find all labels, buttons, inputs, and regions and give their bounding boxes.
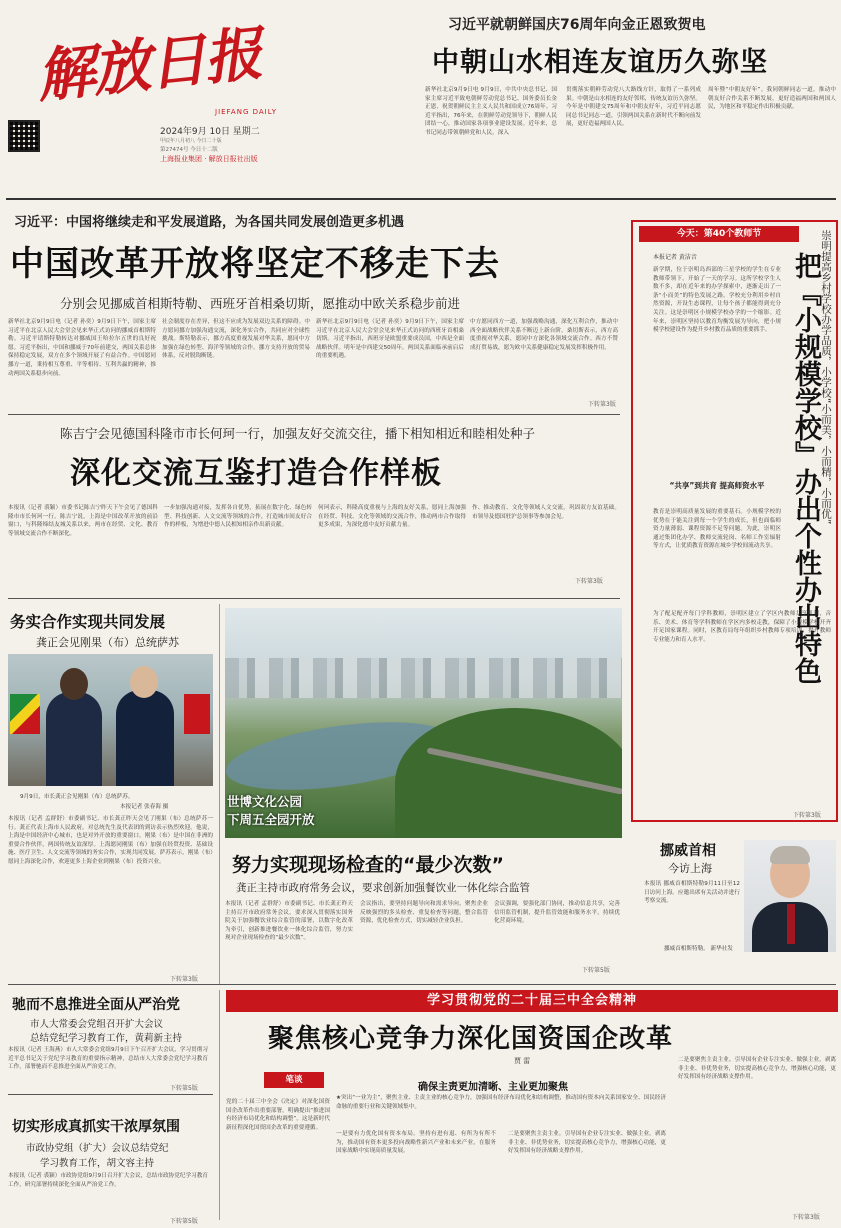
publisher: 上海报业集团 · 解放日报社出版	[160, 155, 258, 163]
plenum-col2: 一是要有力优化国有资本布局。坚持有进有退、有所为有所不为，推动国有资本更多投向战略性新兴产业和未来产业，在服务国家战略中实现高质量发展。	[336, 1131, 496, 1155]
issue-date: 2024年9月 10日 星期二	[160, 127, 260, 137]
teachers-day-subtitle: “共享”到共育 提高师资水平	[669, 481, 765, 490]
park-caption-line2: 下周五全园开放	[227, 812, 315, 827]
cooperation-col2: 一步加强沟通对接，发挥各自优势，拓展在数字化、绿色转型、科技创新、人文交流等领域的合作，打造城市间友好合作的样板，为增进中德人民相知相亲作出新贡献。	[164, 505, 312, 529]
teachers-day-box	[631, 220, 838, 822]
cooperation-continue: 下转第3版	[575, 578, 603, 585]
teachers-day-kicker: 崇明提高乡村学校办学品质，小学校“小而美，小而精，小而优”	[820, 230, 832, 525]
top-story-col2: 贯彻落实朝鲜劳动党八大路线方针，取得了一系列成果。中朝是山水相连的友好邻邦，传统友谊历久弥坚。今年是中朝建交75周年和中朝友好年，习近平同志愿同总书记同志一道，引领两国关系在新时代不断向前发展，更好造福两国人民。	[566, 87, 701, 128]
formalism-headline: 切实形成真抓实干浓厚氛围	[12, 1119, 180, 1135]
top-story-headline: 中朝山水相连友谊历久弥坚	[432, 47, 768, 78]
inspection-col3: 会议强调，要强化部门协同，推动信息共享，完善信用监管机制，提升监管效能和服务水平，持续优化营商环境。	[494, 901, 620, 925]
divider	[8, 1094, 213, 1095]
lead-subhead: 分别会见挪威首相斯特勒、西班牙首相桑切斯，愿推动中欧关系稳步前进	[60, 296, 461, 311]
formalism-continue: 下转第5版	[170, 1218, 198, 1225]
plenum-banner: 学习贯彻党的二十届三中全会精神	[226, 990, 838, 1012]
flag-left	[10, 694, 40, 734]
congo-continue: 下转第3版	[170, 976, 198, 983]
plenum-comment-tag: 笔谈	[264, 1072, 324, 1088]
anticorruption-body: 本报讯（记者 王海燕）市人大常委会党组9月9日下午召开扩大会议，学习贯彻习近平总书记关于党纪学习教育的重要指示精神，总结市人大常委会党纪学习教育工作，部署驰而不息推进全面从严治党工作。	[8, 1047, 208, 1071]
skyline	[225, 658, 622, 698]
plenum-headline: 聚焦核心竞争力深化国资国企改革	[268, 1024, 674, 1054]
person-figure-left	[46, 692, 102, 786]
lead-col1: 新华社北京9月9日电（记者 孙奕）9月9日下午，国家主席习近平在北京人民大会堂会见来华正式访问的挪威首相斯特勒。习近平请斯特勒转达对挪威国王哈拉尔五世的良好祝愿。习近平指出，中国和挪威于70年前建交，两国关系总体保持稳定发展，双方在多个领域开展了有益合作。中国愿同挪方一道，秉持相互尊重、平等相待、互利共赢的精神，推动两国关系稳步向前。	[8, 319, 156, 377]
cooperation-headline: 深化交流互鉴打造合作样板	[70, 456, 442, 491]
plenum-col4: 二是要聚焦主责主业。引导国有企业专注实业、做强主业，剥离非主业、非优势业务，切实提高核心竞争力，增强核心功能，更好发挥国有经济战略支撑作用。	[678, 1057, 836, 1081]
park-photo	[225, 608, 622, 838]
plenum-lead: ★突出“一业为主”，聚焦主业、主责主业的核心竞争力，加强国有经济布局优化和结构调整，推动国有资本向关系国家安全、国民经济命脉的重要行业和关键领域集中。	[336, 1095, 666, 1110]
lead-col3: 新华社北京9月9日电（记者 孙奕）9月9日下午，国家主席习近平在北京人民大会堂会见来华正式访问的西班牙首相桑切斯。习近平指出，西班牙是欧盟重要成员国，中西是全面战略伙伴。明年是中西建交50周年，两国关系面临承前启后的重要机遇。	[316, 319, 464, 360]
divider	[8, 984, 836, 985]
top-story-col3: 周年暨“中朝友好年”。我同朝鲜同志一道，推动中朝友好合作关系不断发展，更好造福两国和两国人民，为地区和平稳定作出积极贡献。	[708, 87, 836, 111]
congo-headline: 务实合作实现共同发展	[10, 613, 166, 631]
lead-col4: 中方愿同西方一道，加强战略沟通，深化互利合作，推动中西全面战略伙伴关系不断迈上新台阶。桑切斯表示，西方高度重视对华关系，愿同中方深化各领域交流合作。西方不赞成打贸易战，愿为欧中关系健康稳定发展发挥积极作用。	[470, 319, 618, 351]
cooperation-col1: 本报讯（记者 裘颖）市委书记陈吉宁昨天下午会见了德国科隆市市长何珂一行。陈吉宁说，上海是中国改革开放的前沿窗口，与科隆缔结友城关系以来，两市在经贸、文化、教育等领域交流合作不断深化。	[8, 505, 158, 537]
norway-body: 本报讯 挪威首相斯特勒9月11日至12日访问上海。应邀出席有关活动并进行考察交流。	[644, 881, 740, 905]
cooperation-col3: 何珂表示，科隆高度重视与上海的友好关系，愿同上海加强在经贸、科技、文化等领域的交流合作，推动两市合作取得更多成果，为深化德中友好贡献力量。	[318, 505, 466, 529]
inspection-continue: 下转第5版	[582, 967, 610, 974]
inspection-col2: 会议指出，要坚持问题导向和需求导向，聚焦企业反映强烈的多头检查、重复检查等问题，整合监管资源，优化检查方式，切实减轻企业负担。	[360, 901, 488, 925]
anticorruption-continue: 下转第5版	[170, 1085, 198, 1092]
teachers-day-headline: 把『小规模学校』办出个性办出特色	[790, 252, 821, 684]
anticorruption-subhead-1: 市人大常委会党组召开扩大会议	[30, 1019, 164, 1030]
norway-credit: 挪威首相斯特勒。 新华社发	[664, 946, 733, 952]
divider	[6, 198, 836, 200]
congo-subhead: 龚正会见刚果（布）总统萨苏	[36, 636, 179, 649]
pm-tie	[787, 904, 795, 944]
formalism-body: 本报讯（记者 裘颖）市政协党组9月9日召开扩大会议，总结市政协党纪学习教育工作，研究部署持续深化全面从严治党工作。	[8, 1173, 208, 1188]
congo-caption: 9月9日，市长龚正会见刚果（布）总统萨苏。	[20, 794, 134, 800]
person-figure-right	[116, 690, 174, 786]
inspection-col1: 本报讯（记者 孟群舒）市委副书记、市长龚正昨天主持召开市政府常务会议，要求深入贯彻落实国务院关于加强餐饮业综合监管的部署，以数字化改革为牵引，创新推进餐饮业一体化综合监管，努力实现对企业现场检查的“最少次数”。	[225, 901, 353, 942]
divider	[8, 598, 620, 599]
plenum-col1: 党的二十届三中全会《决定》对深化国资国企改革作出重要部署，明确提出“推进国有经济布局优化和结构调整”。这是新时代新征程深化国资国企改革的重要遵循。	[226, 1099, 330, 1131]
teachers-day-col1: 新学期，位于崇明岛西部的三星学校的学生在专业教师带领下，开始了一天的学习。这所学校学生人数不多，却在近年来的办学探索中，逐渐走出了一条“小而美”的特色发展之路。学校充分利用乡村自然资源，开设生态课程，让每个孩子都能得到充分关注。这是崇明区小规模学校办学的一个缩影。近年来，崇明区坚持以教育均衡发展为导向，把小规模学校建设作为提升乡村教育品质的重要抓手。	[653, 267, 781, 334]
masthead	[0, 0, 425, 195]
third-plenum-section	[226, 990, 838, 1226]
lead-kicker: 习近平：中国将继续走和平发展道路，为各国共同发展创造更多机遇	[14, 215, 405, 230]
lead-continue: 下转第3版	[588, 401, 616, 408]
teachers-day-col2: 教育是崇明高质量发展的重要基石。小规模学校的优势在于能关注到每一个学生的成长，但也面临师资力量薄弱、课程资源不足等问题。为此，崇明区通过集团化办学、教师交流轮岗、名师工作室辐射等方式，让优质教育资源在城乡学校间流动共享。	[653, 509, 781, 550]
teachers-day-byline: 本报记者 黄洁音	[653, 254, 697, 261]
divider	[219, 604, 220, 984]
norway-headline: 挪威首相	[660, 843, 716, 859]
flag-right	[184, 694, 210, 734]
top-story-col1: 新华社北京9月9日电 9月9日，中共中央总书记、国家主席习近平致电朝鲜劳动党总书记、国务委员长金正恩，祝贺朝鲜民主主义人民共和国成立76周年。习近平指出，76年来，在朝鲜劳动党领导下，朝鲜人民团结一心，推动国家各项事业建设发展。近年来，总书记同志带领朝鲜党和人民，深入	[425, 87, 557, 136]
teachers-day-continue: 下转第3版	[793, 812, 821, 819]
logo-pinyin: JIEFANG DAILY	[215, 108, 277, 116]
plenum-continue: 下转第3版	[792, 1214, 820, 1221]
cooperation-col4: 作、推动教育、文化等领域人文交流，巩固双方友谊基础。市领导及德国驻沪总领事等参加会见。	[472, 505, 620, 520]
plenum-subtitle: 确保主责更加清晰、主业更加聚焦	[418, 1082, 568, 1093]
person-head-left	[60, 668, 88, 700]
plenum-author: 贾 雷	[514, 1057, 531, 1065]
top-story-kicker: 习近平就朝鲜国庆76周年向金正恩致贺电	[448, 17, 706, 33]
lead-headline: 中国改革开放将坚定不移走下去	[10, 244, 500, 284]
qr-code-icon	[8, 120, 40, 152]
pm-hair	[770, 846, 810, 864]
newspaper-logo: 解放日报	[33, 19, 264, 111]
anticorruption-headline: 驰而不息推进全面从严治党	[12, 997, 180, 1013]
teachers-day-col3: 为了配足配齐每门学科教师，崇明区建立了学区内教师共享机制，音乐、美术、体育等学科教师在学区内多校走教，保障了小规模学校开齐开足国家课程。同时，区教育局每年组织乡村教师专项培训，提升教师专业能力和育人水平。	[653, 611, 831, 643]
inspection-subhead: 龚正主持市政府常务会议，要求创新加强餐饮业一体化综合监管	[236, 882, 530, 894]
park-caption-line1: 世博文化公园	[227, 794, 303, 809]
congo-body: 本报讯（记者 孟群舒）市委副书记、市长龚正昨天会见了刚果（布）总统萨苏一行。龚正代表上海市人民政府，对总统先生及代表团的到访表示热烈欢迎。他说，上海是中国经济中心城市，也是对外开放的重要窗口。刚果（布）是中国在非洲的重要合作伙伴，两国传统友谊深厚。上海愿同刚果（布）加强在经贸投资、基础设施、医疗卫生、人文交流等领域的务实合作，实现共同发展。萨苏表示，刚果（布）愿同上海深化合作，欢迎更多上海企业到刚果（布）投资兴业。	[8, 816, 213, 865]
anticorruption-subhead-2: 总结党纪学习教育工作，黄莉新主持	[30, 1033, 183, 1044]
issue-number: 第27474号 今日十二版	[160, 147, 218, 153]
divider	[219, 990, 220, 1220]
formalism-subhead-2: 学习教育工作，胡文容主持	[40, 1158, 155, 1169]
teachers-day-label: 今天：第40个教师节	[639, 226, 799, 242]
lunar-date: 甲辰年八月初八 今日二十版	[160, 138, 222, 144]
cooperation-kicker: 陈吉宁会见德国科隆市市长何珂一行，加强友好交流交往，播下相知相近和睦相处种子	[60, 426, 536, 441]
congo-credit: 本报记者 张春海 摄	[120, 804, 169, 810]
norway-pm-photo	[744, 840, 836, 952]
congo-photo	[8, 654, 213, 786]
lead-col2: 社会制度存在差异，但这不应成为发展双边关系的障碍。中方愿同挪方加强沟通交流，深化务实合作，共同应对全球性挑战。斯特勒表示，挪方高度重视发展对华关系，愿同中方加强在绿色转型、海洋等领域的合作。挪方支持开放的贸易体系，反对脱钩断链。	[162, 319, 310, 360]
inspection-headline: 努力实现现场检查的“最少次数”	[232, 854, 504, 876]
plenum-col3: 二是要聚焦主责主业。引导国有企业专注实业、做强主业，剥离非主业、非优势业务，切实提高核心竞争力，增强核心功能，更好发挥国有经济战略支撑作用。	[508, 1131, 666, 1155]
divider	[8, 414, 620, 415]
formalism-subhead-1: 市政协党组（扩大）会议总结党纪	[26, 1143, 169, 1154]
person-head-right	[130, 666, 158, 698]
norway-subhead: 今访上海	[668, 862, 712, 875]
